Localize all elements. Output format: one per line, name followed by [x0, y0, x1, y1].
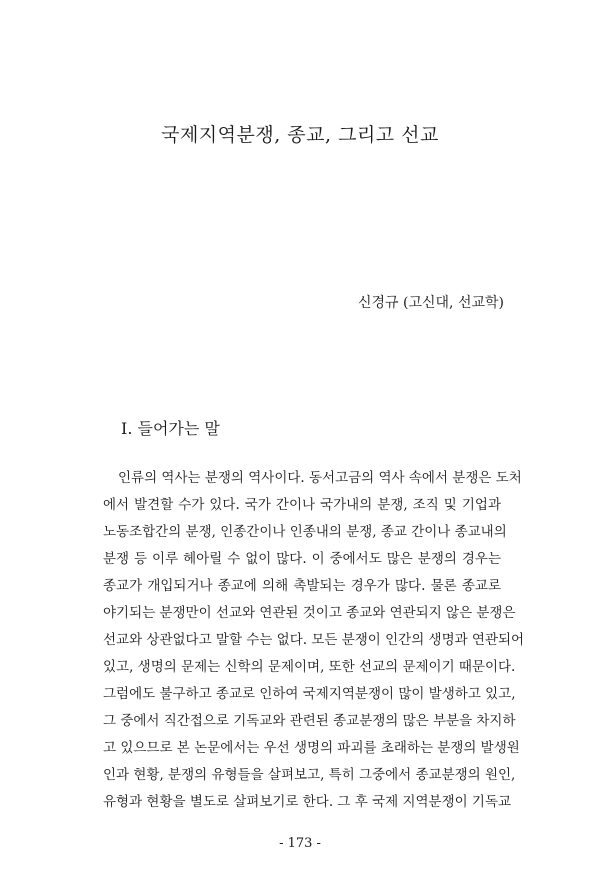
section-heading: I. 들어가는 말	[121, 419, 220, 438]
paragraph-line: 유형과 현황을 별도로 살펴보기로 한다. 그 후 국제 지역분쟁이 기독교	[103, 794, 512, 810]
paper-title: 국제지역분쟁, 종교, 그리고 선교	[161, 124, 439, 146]
paragraph-line: 인류의 역사는 분쟁의 역사이다. 동서고금의 역사 속에서 분쟁은 도처	[118, 470, 522, 486]
page-number: - 173 -	[279, 836, 321, 851]
paragraph-line: 인과 현황, 분쟁의 유형들을 살펴보고, 특히 그중에서 종교분쟁의 원인,	[103, 767, 516, 783]
paragraph-line: 그럼에도 불구하고 종교로 인하여 국제지역분쟁이 많이 발생하고 있고,	[103, 686, 516, 702]
paragraph-line: 분쟁 등 이루 헤아릴 수 없이 많다. 이 중에서도 많은 분쟁의 경우는	[103, 551, 501, 567]
paragraph-line: 그 중에서 직간접으로 기독교와 관련된 종교분쟁의 많은 부분을 차지하	[103, 713, 516, 729]
paragraph-line: 에서 발견할 수가 있다. 국가 간이나 국가내의 분쟁, 조직 및 기업과	[103, 497, 501, 513]
paragraph-line: 노동조합간의 분쟁, 인종간이나 인종내의 분쟁, 종교 간이나 종교내의	[103, 524, 507, 540]
paragraph-line: 있고, 생명의 문제는 신학의 문제이며, 또한 선교의 문제이기 때문이다.	[103, 659, 516, 675]
paragraph-line: 종교가 개입되거나 종교에 의해 촉발되는 경우가 많다. 물론 종교로	[103, 578, 501, 594]
author-affiliation: 신경규 (고신대, 선교학)	[358, 295, 504, 311]
paragraph-line: 고 있으므로 본 논문에서는 우선 생명의 파괴를 초래하는 분쟁의 발생원	[103, 740, 520, 756]
body-paragraph	[103, 465, 525, 816]
paragraph-line: 야기되는 분쟁만이 선교와 연관된 것이고 종교와 연관되지 않은 분쟁은	[103, 605, 516, 621]
paragraph-line: 선교와 상관없다고 말할 수는 없다. 모든 분쟁이 인간의 생명과 연관되어	[103, 632, 525, 648]
